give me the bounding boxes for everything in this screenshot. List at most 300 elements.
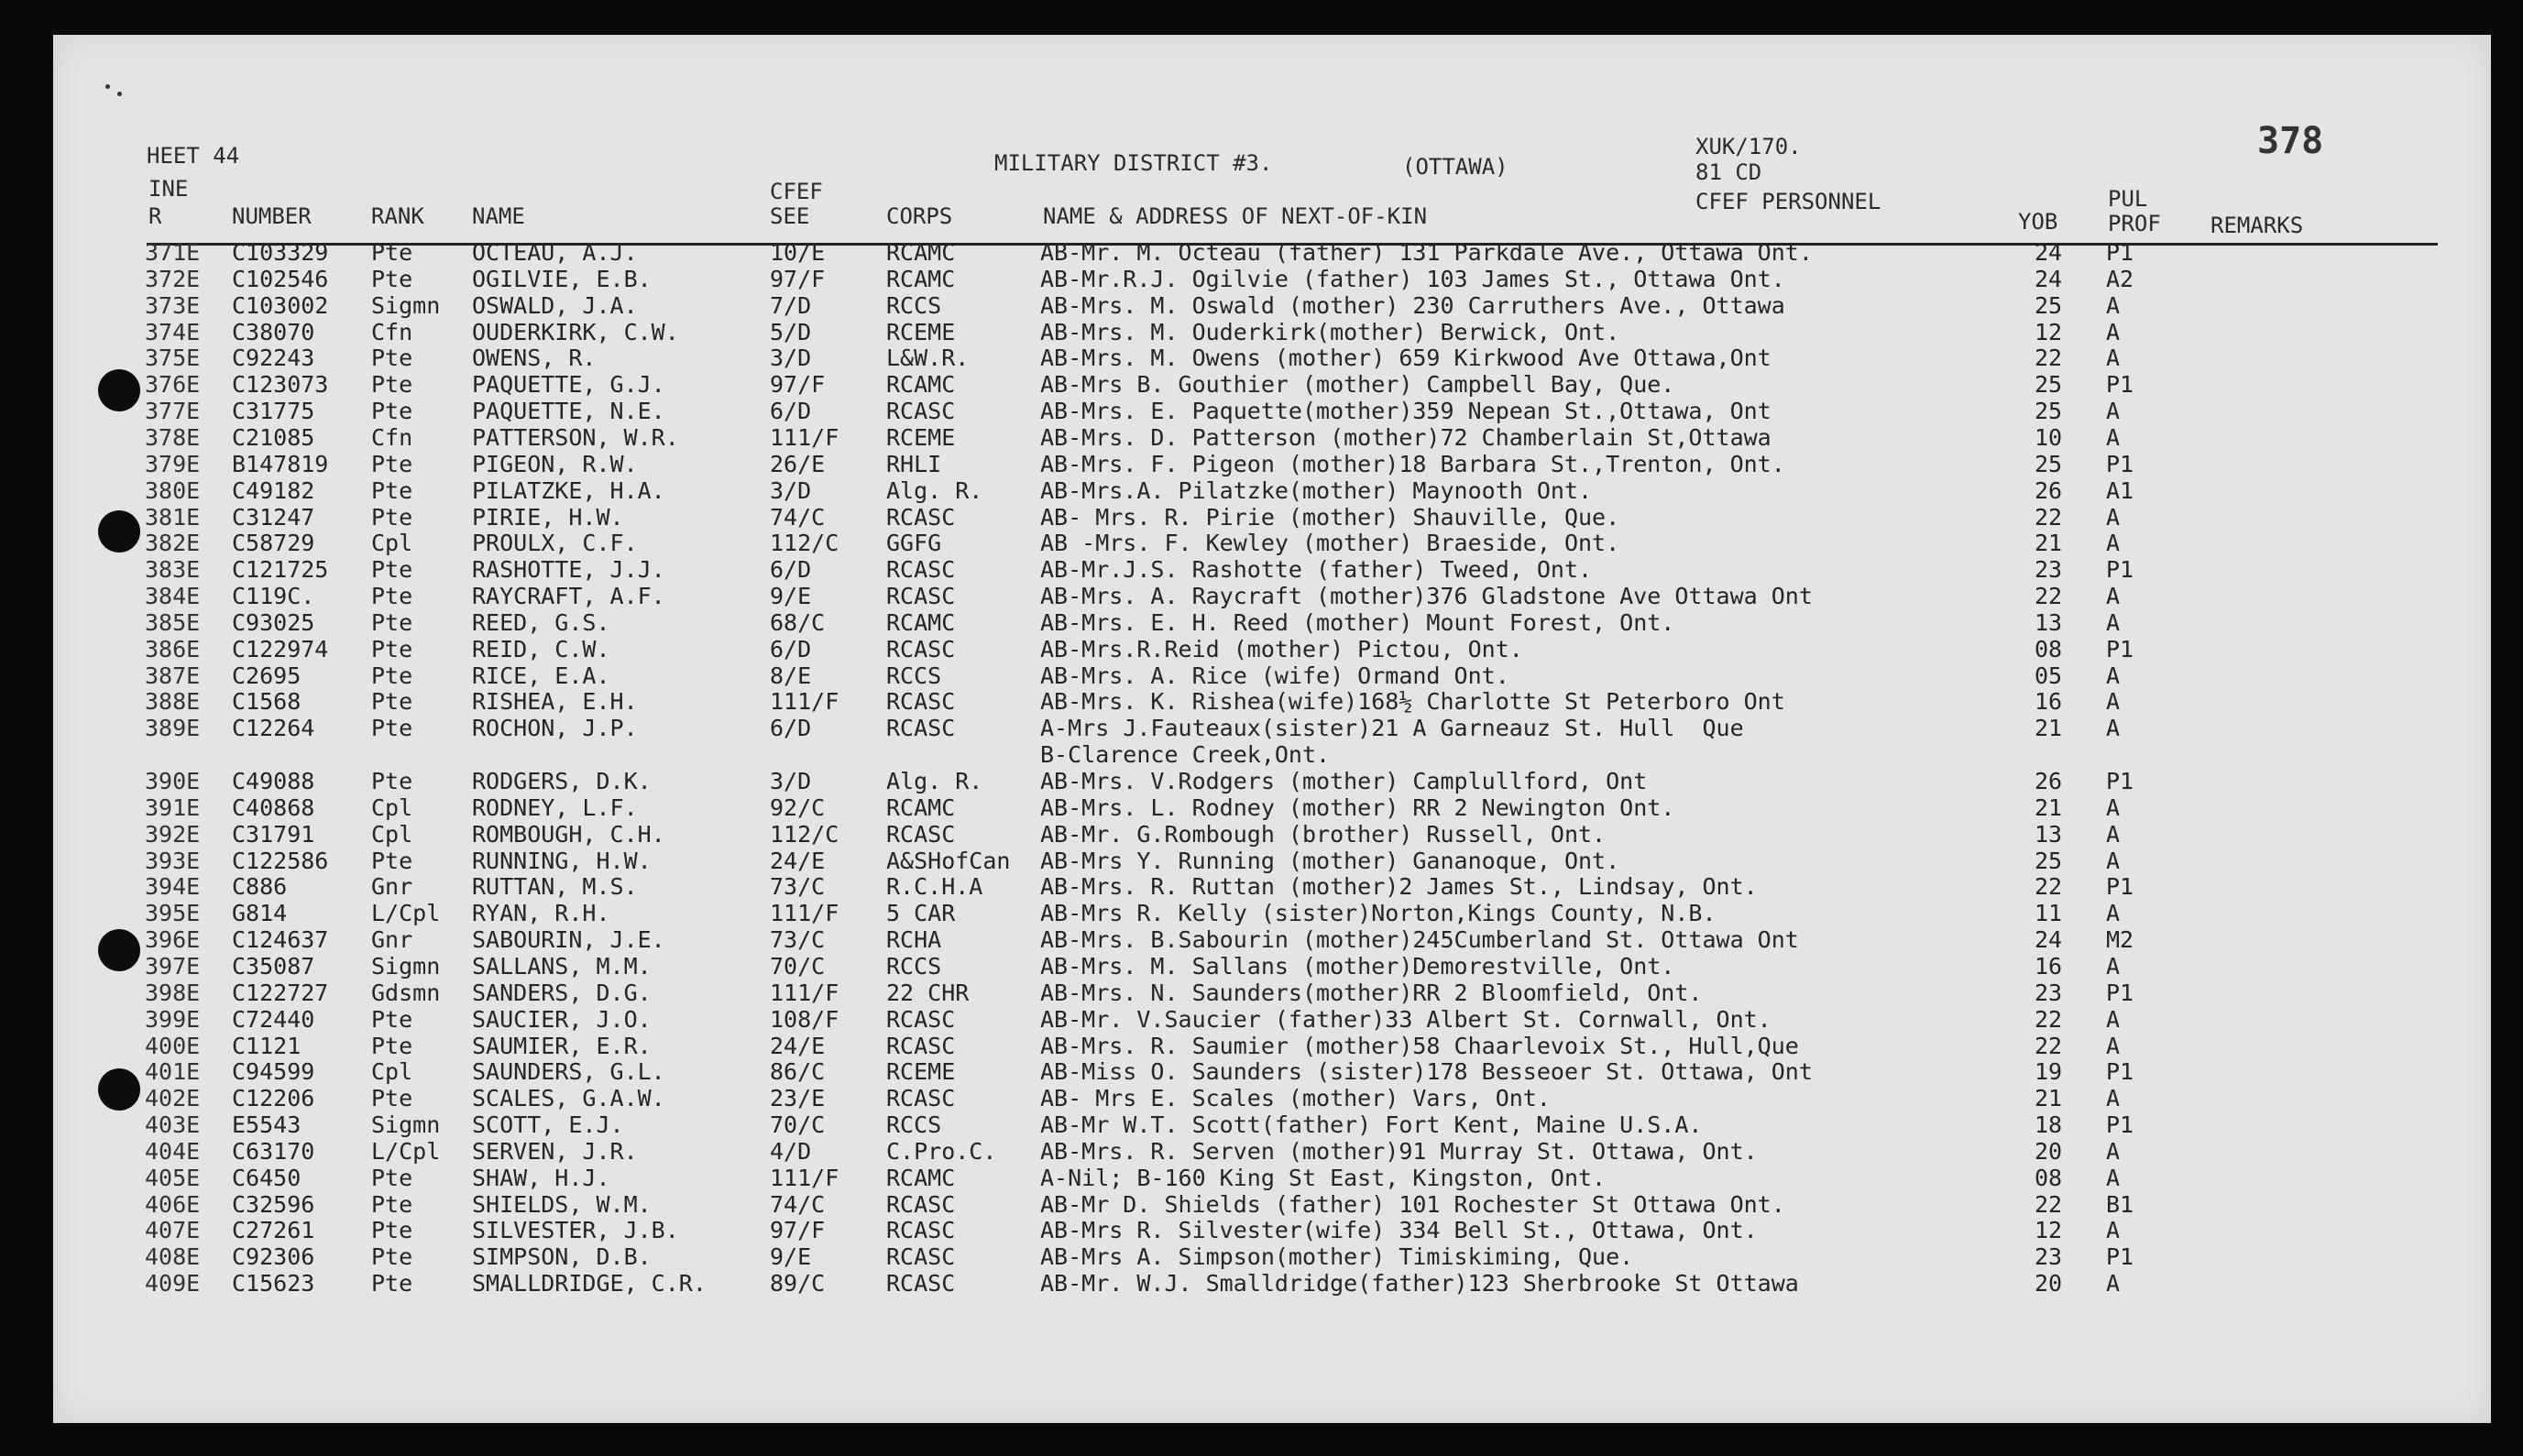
cfef-section: 24/E [770,1032,826,1059]
line-number: 407E [145,1217,201,1244]
next-of-kin: AB-Mrs. M. Sallans (mother)Demorestville, Ont. [1040,952,1675,980]
cfef-section: 70/C [770,1111,826,1139]
service-number: C122586 [232,847,329,874]
corps: RCASC [886,503,956,531]
pulhems-profile: A [2106,847,2121,874]
corps: RCASC [886,1270,956,1297]
soldier-name: RYAN, R.H. [472,900,610,927]
service-number: C92243 [232,345,315,372]
rank: Pte [371,1032,413,1059]
rank: L/Cpl [371,900,441,927]
table-row [0,927,2523,953]
year-of-birth: 10 [2035,423,2063,451]
pulhems-profile: A [2106,1217,2121,1244]
line-number: 398E [145,979,201,1006]
rank: Cfn [371,423,413,451]
soldier-name: OWENS, R. [472,345,597,372]
service-number: C102546 [232,265,329,292]
line-number: 404E [145,1137,201,1165]
year-of-birth: 08 [2035,635,2063,662]
corps: RCASC [886,1243,956,1271]
line-number: 395E [145,900,201,927]
pulhems-profile: A [2106,794,2121,821]
pulhems-profile: A [2106,688,2121,716]
pulhems-profile: P1 [2106,556,2134,584]
pulhems-profile: A [2106,608,2121,636]
line-number: 373E [145,291,201,319]
pulhems-profile: P1 [2106,873,2134,901]
service-number: C2695 [232,662,302,689]
service-number: C15623 [232,1270,315,1297]
table-row [0,822,2523,848]
soldier-name: PAQUETTE, G.J. [472,371,665,399]
service-number: C119C. [232,583,315,610]
cfef-section: 111/F [770,423,839,451]
corps: RCAMC [886,794,956,821]
corps: RCEME [886,1058,956,1086]
line-number: 400E [145,1032,201,1059]
soldier-name: SIMPSON, D.B. [472,1243,652,1271]
rank: Gnr [371,926,413,954]
year-of-birth: 25 [2035,398,2063,425]
rank: Pte [371,476,413,504]
table-row [0,610,2523,636]
corps: RCAMC [886,1164,956,1191]
year-of-birth: 25 [2035,291,2063,319]
cfef-section: 9/E [770,1243,812,1271]
rank: Pte [371,450,413,477]
col-corps: CORPS [886,203,953,229]
col-remarks: REMARKS [2210,213,2304,238]
next-of-kin: AB-Mr D. Shields (father) 101 Rochester St Ottawa Ont. [1040,1190,1785,1218]
table-row [0,293,2523,319]
line-number: 405E [145,1164,201,1191]
next-of-kin: AB-Mrs. A. Rice (wife) Ormand Ont. [1040,662,1509,689]
rank: Pte [371,556,413,584]
corps: L&W.R. [886,345,970,372]
cfef-section: 6/D [770,635,812,662]
year-of-birth: 22 [2035,1005,2063,1033]
table-row [0,742,2523,768]
line-number: 389E [145,715,201,742]
service-number: C40868 [232,794,315,821]
next-of-kin: AB- Mrs E. Scales (mother) Vars, Ont. [1040,1085,1551,1112]
cfef-section: 74/C [770,503,826,531]
soldier-name: PATTERSON, W.R. [472,423,679,451]
line-number: 401E [145,1058,201,1086]
table-row [0,769,2523,794]
soldier-name: SCALES, G.A.W. [472,1085,665,1112]
corps: RCASC [886,635,956,662]
rank: L/Cpl [371,1137,441,1165]
service-number: C31775 [232,398,315,425]
line-number: 388E [145,688,201,716]
rank: Cfn [371,318,413,345]
corps: RCCS [886,662,942,689]
corps: RCASC [886,583,956,610]
table-row [0,1112,2523,1138]
year-of-birth: 11 [2035,900,2063,927]
rank: Cpl [371,1058,413,1086]
line-number: 406E [145,1190,201,1218]
pulhems-profile: A [2106,662,2121,689]
service-number: C121725 [232,556,329,584]
line-number: 386E [145,635,201,662]
soldier-name: OGILVIE, E.B. [472,265,652,292]
table-row [0,1139,2523,1165]
pulhems-profile: B1 [2106,1190,2134,1218]
next-of-kin: AB-Miss O. Saunders (sister)178 Besseoer St. Ottawa, Ont [1040,1058,1813,1086]
pulhems-profile: A [2106,900,2121,927]
corps: RCEME [886,318,956,345]
pulhems-profile: A [2106,291,2121,319]
pulhems-profile: A [2106,530,2121,557]
pulhems-profile: A [2106,318,2121,345]
service-number: C123073 [232,371,329,399]
year-of-birth: 24 [2035,265,2063,292]
soldier-name: OSWALD, J.A. [472,291,638,319]
year-of-birth: 13 [2035,820,2063,848]
year-of-birth: 22 [2035,345,2063,372]
pulhems-profile: A [2106,398,2121,425]
line-number: 385E [145,608,201,636]
pulhems-profile: A [2106,1164,2121,1191]
line-number: 384E [145,583,201,610]
next-of-kin: AB-Mrs.A. Pilatzke(mother) Maynooth Ont. [1040,476,1593,504]
col-line-bottom: R [148,203,162,229]
table-row [0,478,2523,504]
year-of-birth: 08 [2035,1164,2063,1191]
corps: RCAMC [886,608,956,636]
col-prof-bottom: PROF [2108,211,2161,236]
corps: RCASC [886,820,956,848]
service-number: C886 [232,873,288,901]
reference-code: XUK/170. [1695,134,1802,159]
pulhems-profile: A [2106,583,2121,610]
table-row [0,1034,2523,1059]
table-row [0,1007,2523,1033]
soldier-name: SILVESTER, J.B. [472,1217,679,1244]
rank: Pte [371,398,413,425]
year-of-birth: 18 [2035,1111,2063,1139]
next-of-kin: AB-Mr W.T. Scott(father) Fort Kent, Maine U.S.A. [1040,1111,1703,1139]
next-of-kin: A-Mrs J.Fauteaux(sister)21 A Garneauz St. Hull Que [1040,715,1744,742]
cfef-section: 23/E [770,1085,826,1112]
table-row [0,1059,2523,1085]
next-of-kin: AB-Mrs. E. Paquette(mother)359 Nepean St.,Ottawa, Ont [1040,398,1772,425]
corps: RCCS [886,952,942,980]
pulhems-profile: A [2106,1270,2121,1297]
table-row [0,874,2523,900]
next-of-kin: AB-Mrs B. Gouthier (mother) Campbell Bay, Que. [1040,371,1675,399]
cfef-section: 97/F [770,371,826,399]
service-number: C93025 [232,608,315,636]
table-row [0,901,2523,926]
line-number: 380E [145,476,201,504]
corps: 5 CAR [886,900,956,927]
rank: Pte [371,715,413,742]
service-number: C1121 [232,1032,302,1059]
pulhems-profile: A [2106,423,2121,451]
soldier-name: SCOTT, E.J. [472,1111,624,1139]
cfef-section: 10/E [770,239,826,266]
line-number: 409E [145,1270,201,1297]
line-number: 372E [145,265,201,292]
pulhems-profile: P1 [2106,371,2134,399]
rank: Pte [371,1085,413,1112]
year-of-birth: 20 [2035,1137,2063,1165]
next-of-kin: AB-Mrs. M. Oswald (mother) 230 Carruthers Ave., Ottawa [1040,291,1785,319]
year-of-birth: 12 [2035,318,2063,345]
line-number: 379E [145,450,201,477]
table-row [0,1244,2523,1270]
soldier-name: SAUMIER, E.R. [472,1032,652,1059]
year-of-birth: 23 [2035,979,2063,1006]
corps: RCASC [886,1005,956,1033]
cfef-section: 92/C [770,794,826,821]
table-row [0,1271,2523,1297]
year-of-birth: 16 [2035,952,2063,980]
soldier-name: RAYCRAFT, A.F. [472,583,665,610]
service-number: C49088 [232,768,315,794]
pulhems-profile: A [2106,1085,2121,1112]
year-of-birth: 22 [2035,1032,2063,1059]
service-number: C31791 [232,820,315,848]
next-of-kin: AB-Mr. G.Rombough (brother) Russell, Ont. [1040,820,1607,848]
col-sec-top: CFEF [770,179,823,204]
year-of-birth: 22 [2035,1190,2063,1218]
next-of-kin: AB-Mrs. M. Ouderkirk(mother) Berwick, Ont. [1040,318,1620,345]
year-of-birth: 05 [2035,662,2063,689]
soldier-name: SHAW, H.J. [472,1164,610,1191]
reference-personnel: CFEF PERSONNEL [1695,189,1881,214]
rank: Sigmn [371,1111,441,1139]
pulhems-profile: A [2106,345,2121,372]
next-of-kin: AB-Mrs. L. Rodney (mother) RR 2 Newington Ont. [1040,794,1675,821]
service-number: C72440 [232,1005,315,1033]
next-of-kin: AB-Mr. W.J. Smalldridge(father)123 Sherbrooke St Ottawa [1040,1270,1799,1297]
next-of-kin: AB -Mrs. F. Kewley (mother) Braeside, Ont. [1040,530,1620,557]
line-number: 397E [145,952,201,980]
next-of-kin: AB- Mrs. R. Pirie (mother) Shauville, Que. [1040,503,1620,531]
next-of-kin: AB-Mrs. M. Owens (mother) 659 Kirkwood Ave Ottawa,Ont [1040,345,1772,372]
rank: Gnr [371,873,413,901]
rank: Pte [371,1270,413,1297]
next-of-kin: AB-Mrs. F. Pigeon (mother)18 Barbara St.,Trenton, Ont. [1040,450,1785,477]
table-row [0,531,2523,556]
rank: Pte [371,239,413,266]
service-number: C103329 [232,239,329,266]
line-number: 378E [145,423,201,451]
soldier-name: SMALLDRIDGE, C.R. [472,1270,707,1297]
line-number: 402E [145,1085,201,1112]
line-number: 374E [145,318,201,345]
rank: Pte [371,1243,413,1271]
pulhems-profile: P1 [2106,450,2134,477]
corps: RCAMC [886,371,956,399]
line-number: 392E [145,820,201,848]
cfef-section: 73/C [770,926,826,954]
line-number: 375E [145,345,201,372]
rank: Pte [371,608,413,636]
district-title: MILITARY DISTRICT #3. [994,150,1273,176]
soldier-name: RISHEA, E.H. [472,688,638,716]
year-of-birth: 19 [2035,1058,2063,1086]
rank: Cpl [371,530,413,557]
year-of-birth: 20 [2035,1270,2063,1297]
year-of-birth: 21 [2035,794,2063,821]
cfef-section: 111/F [770,900,839,927]
page-number: 378 [2257,120,2324,162]
table-row [0,345,2523,371]
service-number: C27261 [232,1217,315,1244]
col-rank: RANK [371,203,424,229]
cfef-section: 111/F [770,1164,839,1191]
table-row [0,1192,2523,1218]
pulhems-profile: P1 [2106,1243,2134,1271]
next-of-kin: AB-Mrs. D. Patterson (mother)72 Chamberlain St,Ottawa [1040,423,1772,451]
corps: A&SHofCan [886,847,1011,874]
next-of-kin: AB-Mr. M. Octeau (father) 131 Parkdale Ave., Ottawa Ont. [1040,239,1813,266]
next-of-kin: AB-Mrs R. Silvester(wife) 334 Bell St., Ottawa, Ont. [1040,1217,1758,1244]
soldier-name: PIRIE, H.W. [472,503,624,531]
next-of-kin: AB-Mrs. R. Ruttan (mother)2 James St., Lindsay, Ont. [1040,873,1758,901]
year-of-birth: 24 [2035,926,2063,954]
reference-cd: 81 CD [1695,159,1762,185]
cfef-section: 6/D [770,556,812,584]
line-number: 390E [145,768,201,794]
col-yob: YOB [2018,209,2058,235]
pulhems-profile: P1 [2106,635,2134,662]
cfef-section: 112/C [770,820,839,848]
soldier-name: ROCHON, J.P. [472,715,638,742]
service-number: C38070 [232,318,315,345]
soldier-name: SHIELDS, W.M. [472,1190,652,1218]
rank: Pte [371,1217,413,1244]
next-of-kin: AB-Mrs. V.Rodgers (mother) Camplullford, Ont [1040,768,1648,794]
service-number: B147819 [232,450,329,477]
next-of-kin: AB-Mrs. K. Rishea(wife)168½ Charlotte St Peterboro Ont [1040,688,1785,716]
rank: Pte [371,1164,413,1191]
table-row [0,584,2523,609]
next-of-kin: AB-Mrs. N. Saunders(mother)RR 2 Bloomfield, Ont. [1040,979,1703,1006]
rank: Cpl [371,820,413,848]
next-of-kin: AB-Mrs. R. Serven (mother)91 Murray St. Ottawa, Ont. [1040,1137,1758,1165]
year-of-birth: 26 [2035,768,2063,794]
soldier-name: OUDERKIRK, C.W. [472,318,679,345]
table-row [0,689,2523,715]
table-row [0,320,2523,345]
line-number: 381E [145,503,201,531]
table-row [0,425,2523,451]
rank: Sigmn [371,291,441,319]
cfef-section: 3/D [770,476,812,504]
pulhems-profile: A [2106,715,2121,742]
service-number: C12206 [232,1085,315,1112]
pulhems-profile: P1 [2106,1111,2134,1139]
table-row [0,1218,2523,1243]
table-row [0,637,2523,662]
cfef-section: 26/E [770,450,826,477]
cfef-section: 74/C [770,1190,826,1218]
corps: RCASC [886,715,956,742]
pulhems-profile: P1 [2106,979,2134,1006]
col-name: NAME [472,203,525,229]
cfef-section: 9/E [770,583,812,610]
rank: Pte [371,1190,413,1218]
col-prof-top: PUL [2108,186,2148,212]
rank: Pte [371,503,413,531]
corps: 22 CHR [886,979,970,1006]
service-number: G814 [232,900,288,927]
year-of-birth: 24 [2035,239,2063,266]
line-number: 371E [145,239,201,266]
cfef-section: 86/C [770,1058,826,1086]
table-row [0,372,2523,398]
line-number: 382E [145,530,201,557]
line-number: 403E [145,1111,201,1139]
rank: Pte [371,371,413,399]
service-number: C32596 [232,1190,315,1218]
table-row [0,663,2523,689]
service-number: C94599 [232,1058,315,1086]
year-of-birth: 25 [2035,847,2063,874]
cfef-section: 97/F [770,1217,826,1244]
cfef-section: 3/D [770,345,812,372]
corps: Alg. R. [886,768,983,794]
soldier-name: RUNNING, H.W. [472,847,652,874]
next-of-kin: AB-Mr. V.Saucier (father)33 Albert St. Cornwall, Ont. [1040,1005,1772,1033]
year-of-birth: 23 [2035,1243,2063,1271]
rank: Pte [371,635,413,662]
soldier-name: SERVEN, J.R. [472,1137,638,1165]
pulhems-profile: A2 [2106,265,2134,292]
cfef-section: 24/E [770,847,826,874]
cfef-section: 112/C [770,530,839,557]
corps: RCASC [886,1032,956,1059]
pulhems-profile: P1 [2106,1058,2134,1086]
cfef-section: 97/F [770,265,826,292]
corps: RCCS [886,291,942,319]
next-of-kin: A-Nil; B-160 King St East, Kingston, Ont. [1040,1164,1607,1191]
next-of-kin: AB-Mrs. E. H. Reed (mother) Mount Forest, Ont. [1040,608,1675,636]
line-number: 393E [145,847,201,874]
service-number: C92306 [232,1243,315,1271]
year-of-birth: 26 [2035,476,2063,504]
rank: Pte [371,662,413,689]
line-number: 376E [145,371,201,399]
corps: RCASC [886,556,956,584]
year-of-birth: 22 [2035,503,2063,531]
year-of-birth: 23 [2035,556,2063,584]
year-of-birth: 12 [2035,1217,2063,1244]
service-number: C58729 [232,530,315,557]
year-of-birth: 16 [2035,688,2063,716]
sheet-label: HEET 44 [147,143,240,169]
rank: Pte [371,345,413,372]
soldier-name: SANDERS, D.G. [472,979,652,1006]
line-number: 399E [145,1005,201,1033]
service-number: C122727 [232,979,329,1006]
line-number: 396E [145,926,201,954]
table-row [0,848,2523,874]
rank: Gdsmn [371,979,441,1006]
corps: Alg. R. [886,476,983,504]
service-number: C35087 [232,952,315,980]
cfef-section: 89/C [770,1270,826,1297]
corps: RCASC [886,688,956,716]
col-line-top: INE [148,176,189,202]
